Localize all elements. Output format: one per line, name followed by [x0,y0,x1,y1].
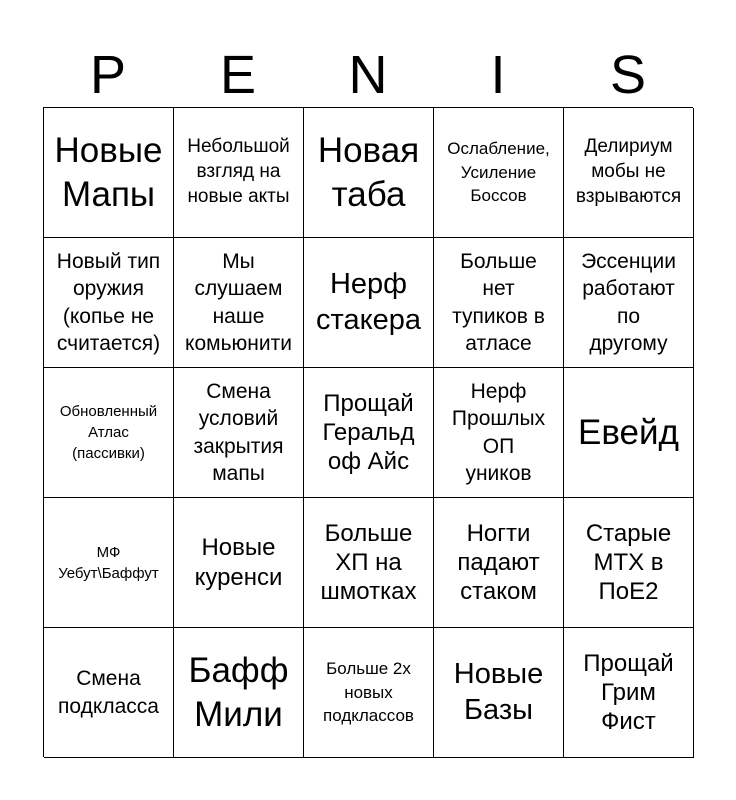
bingo-cell[interactable]: Ногти падают стаком [434,498,564,628]
bingo-cell[interactable]: Нерф Прошлых ОП уников [434,368,564,498]
bingo-cell[interactable]: Бафф Мили [174,628,304,758]
bingo-cell[interactable]: Мы слушаем наше комьюнити [174,238,304,368]
header-letter-i: I [490,45,506,105]
header-letter-n: N [348,45,388,105]
bingo-cell[interactable]: Старые МТХ в ПоЕ2 [564,498,694,628]
bingo-board [43,107,693,757]
bingo-cell[interactable]: Прощай Геральд оф Айс [304,368,434,498]
bingo-header [43,44,693,106]
header-letter-e: E [219,45,257,105]
bingo-cell[interactable]: Больше нет тупиков в атласе [434,238,564,368]
bingo-cell[interactable]: Новые Базы [434,628,564,758]
bingo-cell[interactable]: Ослабление, Усиление Боссов [434,108,564,238]
bingo-cell[interactable]: Больше 2х новых подклассов [304,628,434,758]
bingo-cell[interactable]: Больше ХП на шмотках [304,498,434,628]
bingo-cell[interactable]: Делириум мобы не взрываются [564,108,694,238]
bingo-cell[interactable]: Смена условий закрытия мапы [174,368,304,498]
bingo-cell[interactable]: МФ Уебут\Баффут [44,498,174,628]
header-letter-p: P [89,45,127,105]
bingo-cell[interactable]: Новые куренси [174,498,304,628]
bingo-cell[interactable]: Новая таба [304,108,434,238]
bingo-cell[interactable]: Смена подкласса [44,628,174,758]
bingo-cell[interactable]: Новый тип оружия (копье не считается) [44,238,174,368]
bingo-cell[interactable]: Эссенции работают по другому [564,238,694,368]
bingo-cell[interactable]: Евейд [564,368,694,498]
bingo-cell[interactable]: Новые Мапы [44,108,174,238]
bingo-cell[interactable]: Небольшой взгляд на новые акты [174,108,304,238]
bingo-cell[interactable]: Прощай Грим Фист [564,628,694,758]
bingo-cell[interactable]: Обновленный Атлас (пассивки) [44,368,174,498]
bingo-cell[interactable]: Нерф стакера [304,238,434,368]
header-letter-s: S [609,45,647,105]
